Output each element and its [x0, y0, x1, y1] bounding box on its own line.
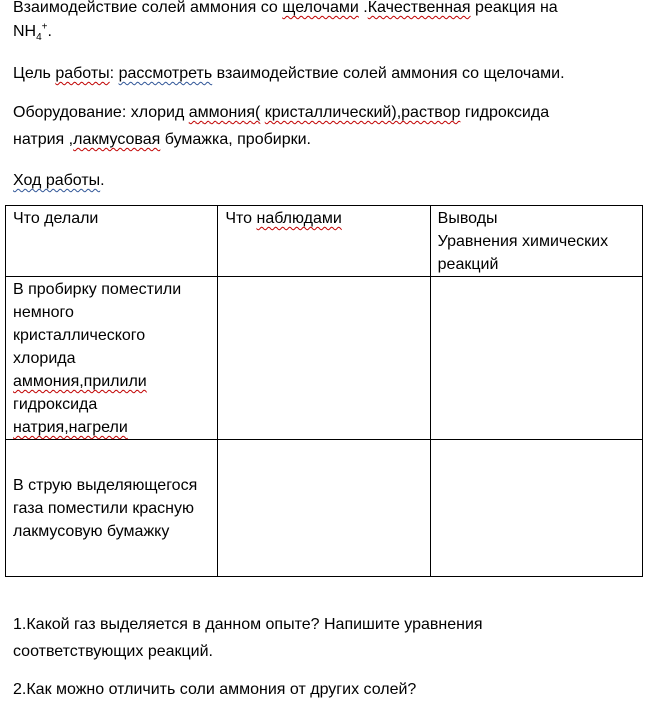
- question-1-line-2: соответствующих реакций.: [13, 643, 213, 660]
- ammonium-formula: $NH_4^+$.: [13, 21, 52, 44]
- procedure-table: [5, 205, 643, 577]
- table-row: [6, 277, 643, 440]
- table-header-row: [6, 206, 643, 277]
- row2-actions-cell[interactable]: В струю выделяющегося газа поместили красную лакмусовую бумажку: [6, 440, 218, 577]
- row1-conclusions-cell[interactable]: [430, 277, 642, 440]
- equipment-line-2: натрия ,лакмусовая бумажка, пробирки.: [13, 131, 311, 148]
- header-cell-conclusions[interactable]: Выводы Уравнения химических реакций: [430, 206, 642, 277]
- table-row: [6, 440, 643, 577]
- header-cell-actions[interactable]: Что делали: [6, 206, 218, 277]
- goal-line: Цель работы: рассмотреть взаимодействие солей аммония со щелочами.: [13, 65, 565, 82]
- document-title: Взаимодействие солей аммония со щелочами .Качественная реакция на: [13, 0, 558, 16]
- header-cell-observations[interactable]: Что наблюдами: [218, 206, 430, 277]
- row2-conclusions-cell[interactable]: [430, 440, 642, 577]
- row1-actions-cell[interactable]: В пробирку поместили немного кристаллического хлорида аммония,прилили гидроксида натрия,нагрели: [6, 277, 218, 440]
- row2-observations-cell[interactable]: [218, 440, 430, 577]
- equipment-line-1: Оборудование: хлорид аммония( кристаллический),раствор гидроксида: [13, 104, 550, 121]
- question-2: 2.Как можно отличить соли аммония от других солей?: [13, 681, 417, 698]
- question-1-line-1: 1.Какой газ выделяется в данном опыте? Напишите уравнения: [13, 616, 483, 633]
- row1-observations-cell[interactable]: [218, 277, 430, 440]
- procedure-heading: Ход работы.: [13, 172, 105, 189]
